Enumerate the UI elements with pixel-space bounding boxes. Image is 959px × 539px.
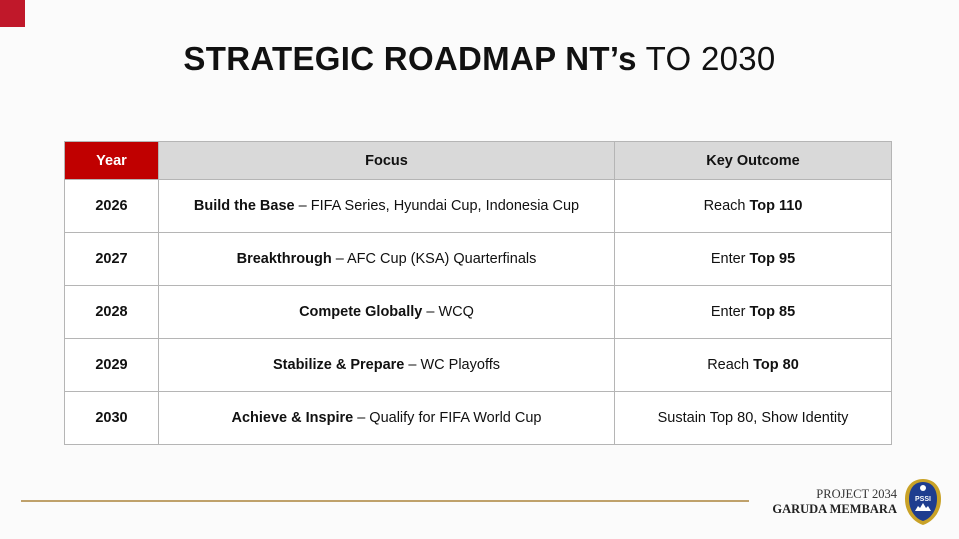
- cell-outcome: [615, 392, 892, 445]
- svg-text:PSSI: PSSI: [915, 496, 931, 503]
- pssi-emblem-icon: [902, 477, 944, 527]
- roadmap-table: [64, 141, 892, 445]
- cell-year: 2027: [65, 233, 159, 286]
- header-outcome: Key Outcome: [615, 142, 892, 180]
- header-year: Year: [65, 142, 159, 180]
- title-bold: STRATEGIC ROADMAP NT’s: [183, 40, 637, 77]
- outcome-text: Enter: [710, 304, 750, 320]
- outcome-target: Top 95: [749, 251, 796, 267]
- table-row: [65, 392, 892, 445]
- project-name: GARUDA MEMBARA: [772, 502, 897, 516]
- focus-title: Compete Globally: [299, 304, 423, 320]
- cell-focus: [159, 286, 615, 339]
- table-row: [65, 233, 892, 286]
- cell-focus: [159, 339, 615, 392]
- title-light: TO 2030: [645, 40, 776, 77]
- outcome-target: Top 80: [753, 357, 799, 373]
- outcome-text: Enter: [710, 251, 750, 267]
- table-row: [65, 180, 892, 233]
- header-focus: Focus: [159, 142, 615, 180]
- focus-detail: – Qualify for FIFA World Cup: [353, 410, 542, 426]
- cell-focus: [159, 180, 615, 233]
- outcome-target: Top 110: [749, 198, 803, 214]
- focus-title: Achieve & Inspire: [231, 410, 354, 426]
- slide-title: [0, 40, 959, 78]
- outcome-text: Sustain Top 80, Show Identity: [657, 410, 849, 426]
- footer-branding: [772, 487, 897, 517]
- corner-accent: [0, 0, 25, 27]
- focus-title: Breakthrough: [236, 251, 332, 267]
- cell-outcome: [615, 339, 892, 392]
- focus-detail: – AFC Cup (KSA) Quarterfinals: [331, 251, 537, 267]
- cell-year: 2030: [65, 392, 159, 445]
- outcome-text: Reach: [703, 198, 750, 214]
- cell-focus: [159, 233, 615, 286]
- cell-outcome: [615, 180, 892, 233]
- cell-year: 2029: [65, 339, 159, 392]
- project-label: PROJECT 2034: [816, 487, 897, 501]
- cell-focus: [159, 392, 615, 445]
- outcome-target: Top 85: [749, 304, 796, 320]
- outcome-text: Reach: [707, 357, 754, 373]
- cell-outcome: [615, 233, 892, 286]
- focus-title: Stabilize & Prepare: [273, 357, 405, 373]
- table-row: [65, 286, 892, 339]
- focus-title: Build the Base: [193, 198, 295, 214]
- focus-detail: – WCQ: [422, 304, 474, 320]
- cell-year: 2026: [65, 180, 159, 233]
- table-header-row: [65, 142, 892, 180]
- cell-year: 2028: [65, 286, 159, 339]
- table-row: [65, 339, 892, 392]
- cell-outcome: [615, 286, 892, 339]
- focus-detail: – WC Playoffs: [404, 357, 500, 373]
- focus-detail: – FIFA Series, Hyundai Cup, Indonesia Cup: [294, 198, 580, 214]
- footer-divider: [21, 500, 749, 502]
